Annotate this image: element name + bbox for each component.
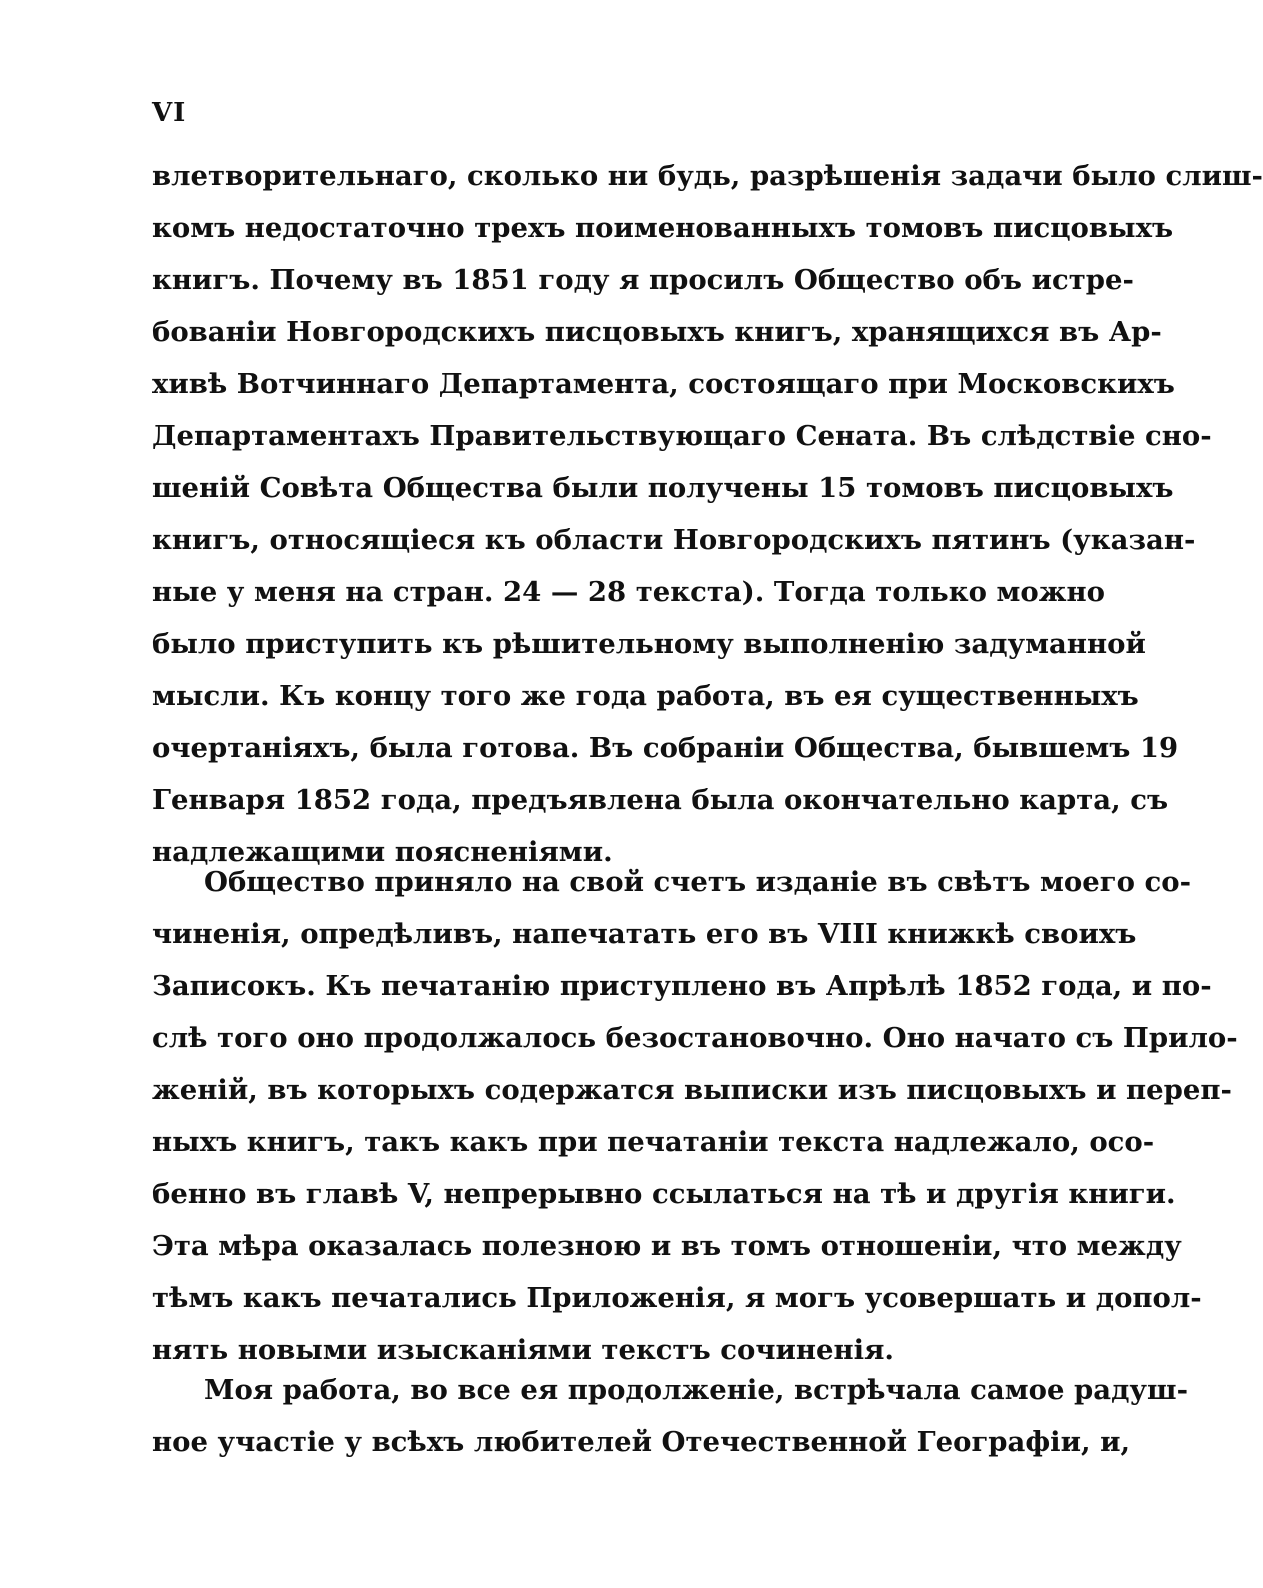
paragraph-1 [152,150,1263,878]
text-line: Общество приняло на свой счетъ изданіе въ свѣтъ моего со- [204,866,1192,898]
text-line: книгъ. Почему въ 1851 году я просилъ Общество объ истре- [152,264,1134,296]
text-line: тѣмъ какъ печатались Приложенія, я могъ усовершать и допол- [152,1282,1202,1314]
text-line: бенно въ главѣ V, непрерывно ссылаться на тѣ и другія книги. [152,1178,1176,1210]
text-line: Генваря 1852 года, предъявлена была окончательно карта, съ [152,784,1169,816]
text-line: женій, въ которыхъ содержатся выписки изъ писцовыхъ и переп- [152,1074,1232,1106]
text-line: книгъ, относящіеся къ области Новгородскихъ пятинъ (указан- [152,524,1196,556]
text-line: мысли. Къ концу того же года работа, въ ея существенныхъ [152,680,1139,712]
text-line: комъ недостаточно трехъ поименованныхъ томовъ писцовыхъ [152,212,1174,244]
text-line: очертаніяхъ, была готова. Въ собраніи Общества, бывшемъ 19 [152,732,1179,764]
text-line: Эта мѣра оказалась полезною и въ томъ отношеніи, что между [152,1230,1182,1262]
text-line: ныхъ книгъ, такъ какъ при печатаніи текста надлежало, осо- [152,1126,1155,1158]
paragraph-3 [152,1364,1188,1468]
page-number: VI [152,98,187,128]
text-line: Моя работа, во все ея продолженіе, встрѣчала самое радуш- [204,1374,1188,1406]
text-line: хивѣ Вотчиннаго Департамента, состоящаго при Московскихъ [152,368,1175,400]
paragraph-2 [152,856,1238,1376]
text-line: ное участіе у всѣхъ любителей Отечественной Географіи, и, [152,1426,1131,1458]
text-line: чиненія, опредѣливъ, напечатать его въ VIII книжкѣ своихъ [152,918,1137,950]
text-line: бованіи Новгородскихъ писцовыхъ книгъ, хранящихся въ Ар- [152,316,1162,348]
text-line: Департаментахъ Правительствующаго Сената. Въ слѣдствіе сно- [152,420,1212,452]
text-line: ные у меня на стран. 24 — 28 текста). Тогда только можно [152,576,1105,608]
text-line: Записокъ. Къ печатанію приступлено въ Апрѣлѣ 1852 года, и по- [152,970,1212,1002]
text-line: надлежащими поясненіями. [152,836,613,868]
text-line: было приступить къ рѣшительному выполненію задуманной [152,628,1146,660]
text-line: влетворительнаго, сколько ни будь, разрѣшенія задачи было слиш- [152,160,1263,192]
text-line: слѣ того оно продолжалось безостановочно. Оно начато съ Прило- [152,1022,1238,1054]
text-line: шеній Совѣта Общества были получены 15 томовъ писцовыхъ [152,472,1174,504]
text-line: нять новыми изысканіями текстъ сочиненія. [152,1334,894,1366]
